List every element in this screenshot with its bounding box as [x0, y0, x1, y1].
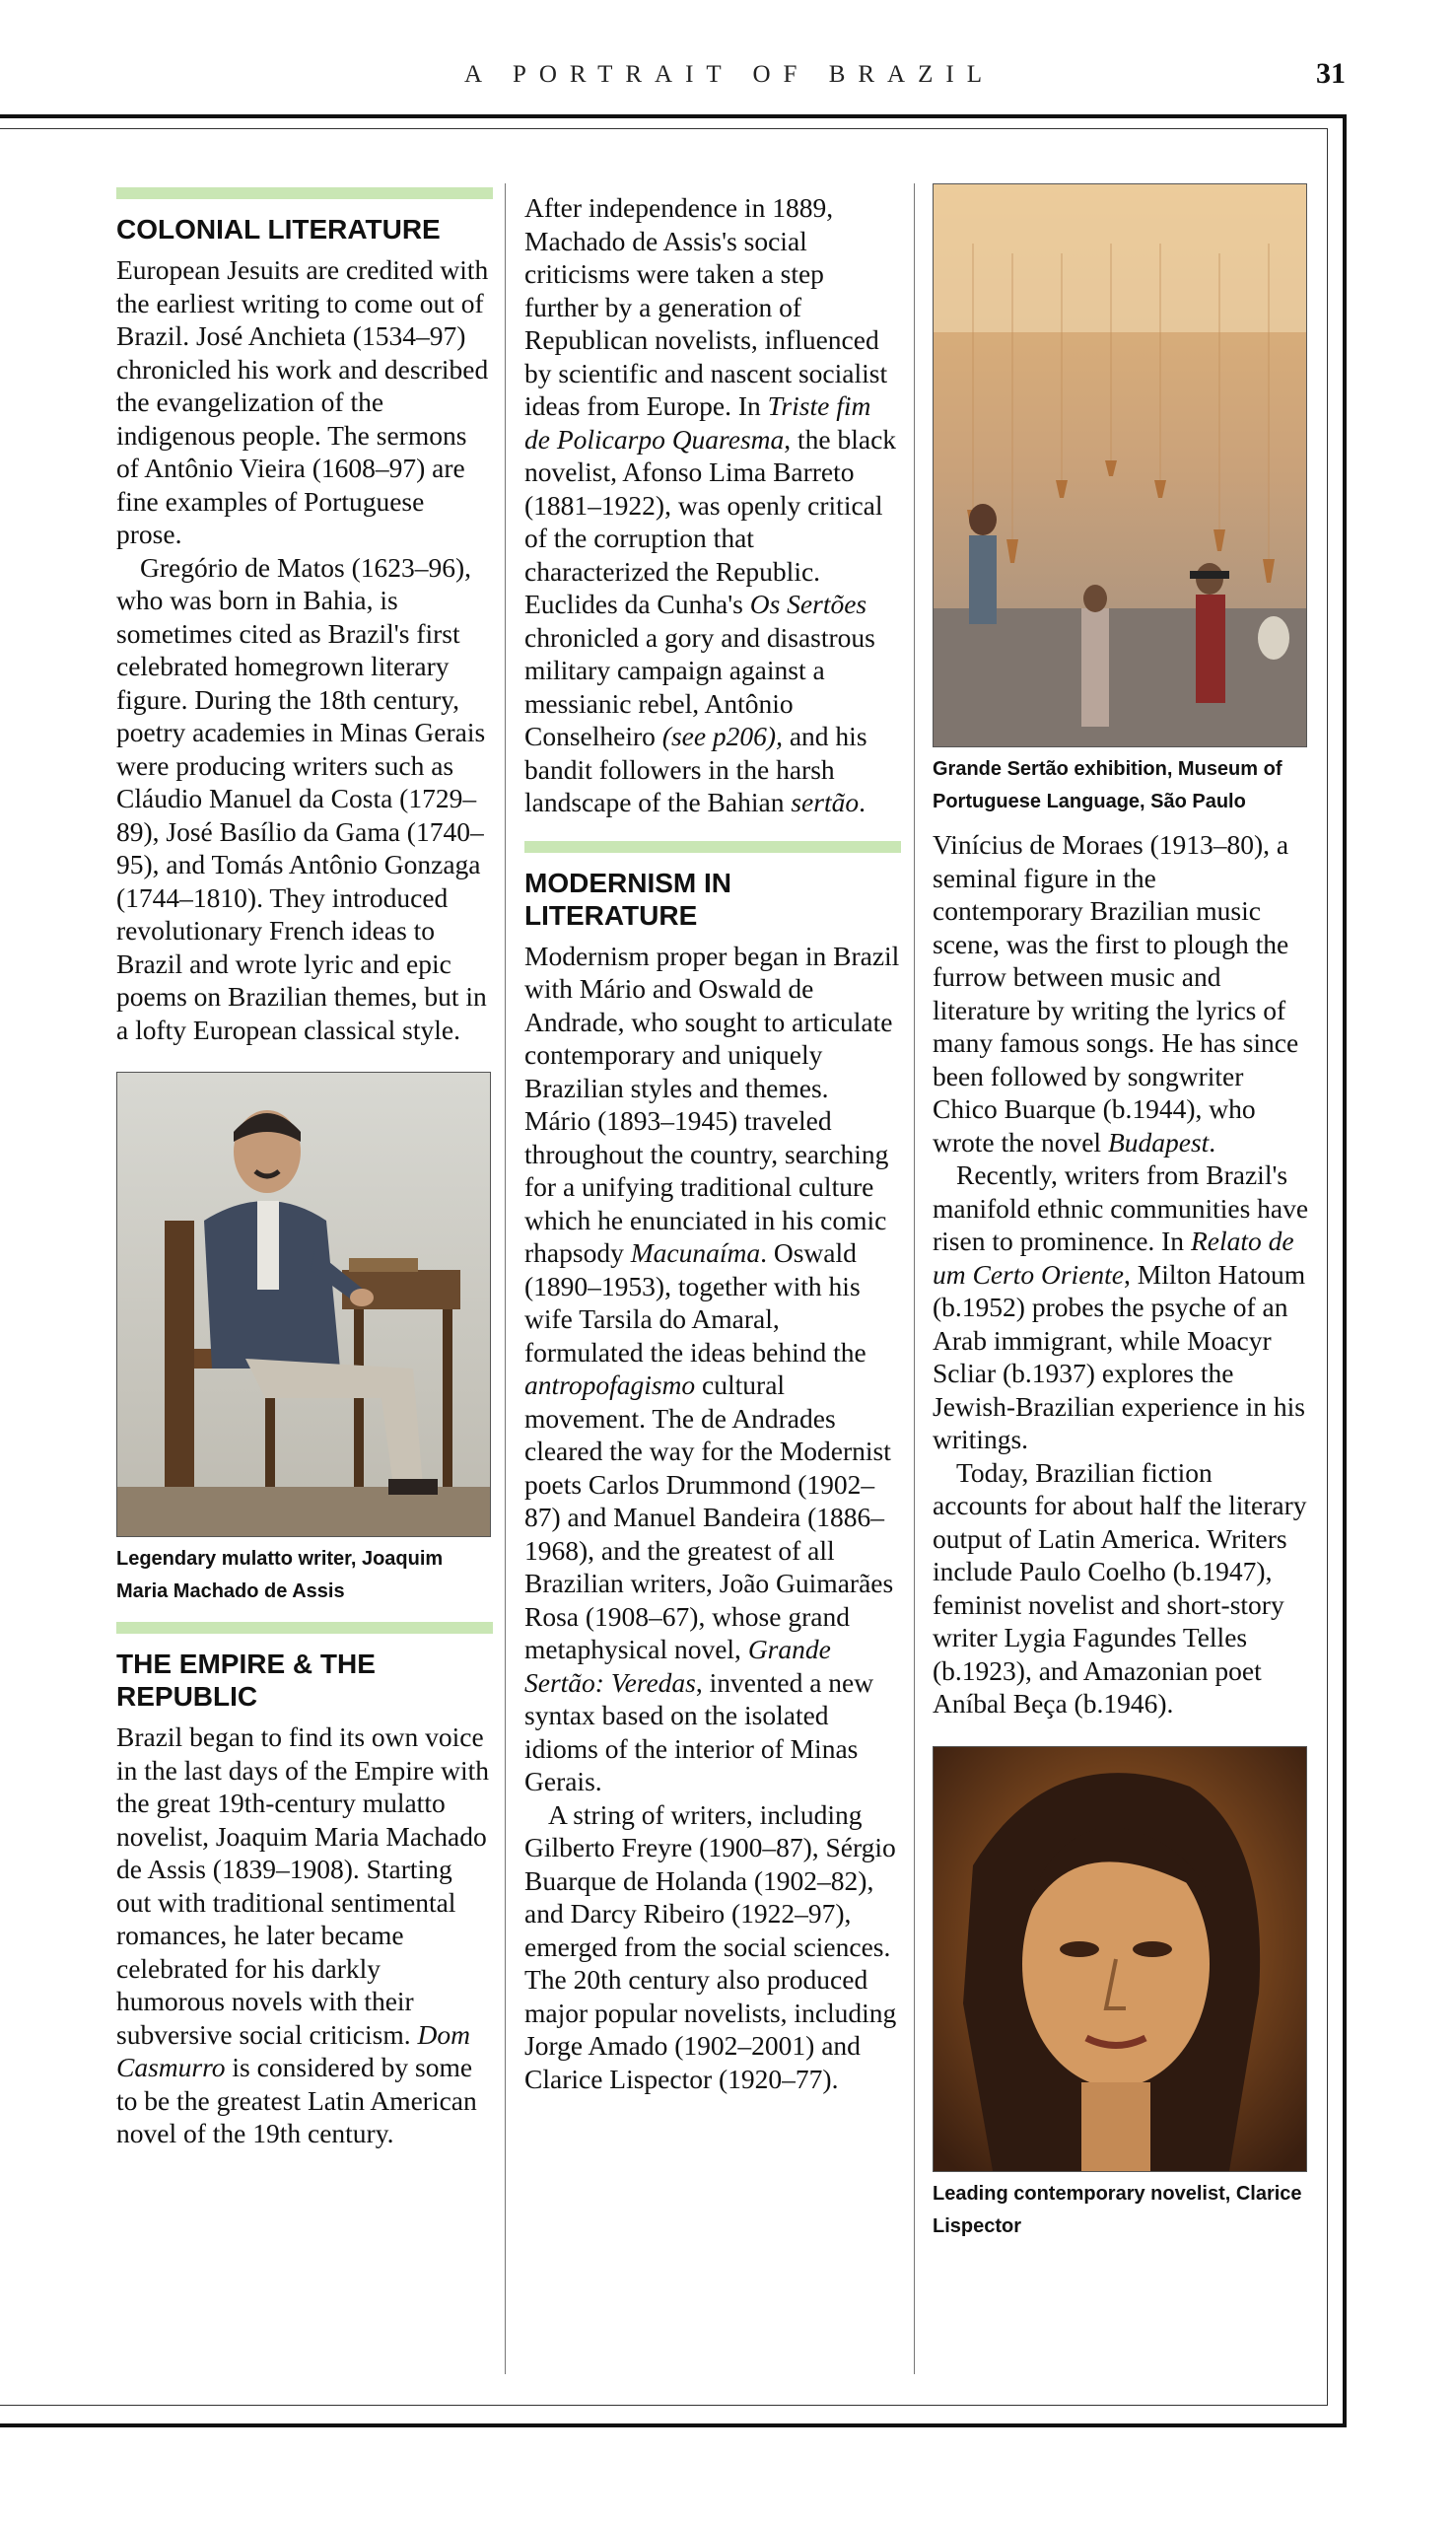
column-3: [933, 183, 1311, 2243]
paragraph: Brazil began to find its own voice in the last days of the Empire with the great 19th-century mulatto novelist, Joaquim Maria Machado de Assis (1839–1908). Starting out with traditional sentimental romances, he later became celebrated for his darkly humorous novels with their subversive social criticism. Dom Casmurro is considered by some to be the greatest Latin American novel of the 19th century.: [116, 1721, 490, 2148]
lispector-portrait-image: [934, 1747, 1306, 2171]
portrait-image: [117, 1073, 490, 1536]
heading-empire-republic: THE EMPIRE & THE REPUBLIC: [116, 1649, 376, 1712]
column-divider-1: [505, 183, 506, 2374]
heading-bar: [116, 1622, 493, 1634]
paragraph: Gregório de Matos (1623–96), who was born in Bahia, is sometimes cited as Brazil's first celebrated homegrown literary figure. During the 18th century, poetry academies in Minas Gerais were producing writers such as Cláudio Manuel da Costa (1729–89), José Basílio da Gama (1740–95), and Tomás Antônio Gonzaga (1744–1810). They introduced revolutionary French ideas to Brazil and wrote lyric and epic poems on Brazilian themes, but in a lofty European classical style.: [116, 551, 487, 1045]
heading-bar: [116, 187, 493, 199]
page-number: 31: [1316, 57, 1346, 90]
heading-colonial-literature: COLONIAL LITERATURE: [116, 214, 441, 245]
machado-de-assis-photo: [116, 1072, 491, 1537]
paragraph: Today, Brazilian fiction accounts for about half the literary output of Latin America. Writers include Paulo Coelho (b.1947), feminist novelist and short-story writer Lygia Fagundes Telles (b.1923), and Amazonian poet Aníbal Beça (b.1946).: [933, 1456, 1307, 1719]
paragraph: After independence in 1889, Machado de Assis's social criticisms were taken a step further by a generation of Republican novelists, influenced by scientific and nascent socialist ideas from Europe. In Triste fim de Policarpo Quaresma, the black novelist, Afonso Lima Barreto (1881–1922), was openly critical of the corruption that characterized the Republic. Euclides da Cunha's Os Sertões chronicled a gory and disastrous military campaign against a messianic rebel, Antônio Conselheiro (see p206), and his bandit followers in the harsh landscape of the Bahian sertão.: [524, 192, 897, 817]
grande-sertao-exhibition-photo: [933, 183, 1307, 747]
heading-modernism: MODERNISM IN LITERATURE: [524, 867, 731, 931]
running-title: A PORTRAIT OF BRAZIL: [464, 61, 995, 88]
photo-caption: Grande Sertão exhibition, Museum of Portuguese Language, São Paulo: [933, 758, 1283, 812]
paragraph: European Jesuits are credited with the earliest writing to come out of Brazil. José Anchieta (1534–97) chronicled his work and described the evangelization of the indigenous people. The sermons of Antônio Vieira (1608–97) are fine examples of Portuguese prose.: [116, 254, 489, 549]
paragraph: Modernism proper began in Brazil with Mário and Oswald de Andrade, who sought to articulate contemporary and uniquely Brazilian styles and themes. Mário (1893–1945) traveled throughout the country, searching for a unifying traditional culture which he enunciated in his comic rhapsody Macunaíma. Oswald (1890–1953), together with his wife Tarsila do Amaral, formulated the ideas behind the antropofagismo cultural movement. The de Andrades cleared the way for the Modernist poets Carlos Drummond (1902–87) and Manuel Bandeira (1886–1968), and the greatest of all Brazilian writers, João Guimarães Rosa (1908–67), whose grand metaphysical novel, Grande Sertão: Veredas, invented a new syntax based on the isolated idioms of the interior of Minas Gerais.: [524, 940, 900, 1796]
exhibition-image: [934, 184, 1306, 746]
paragraph: Vinícius de Moraes (1913–80), a seminal figure in the contemporary Brazilian music scene, was the first to plough the furrow between music and literature by writing the lyrics of many famous songs. He has since been followed by songwriter Chico Buarque (b.1944), who wrote the novel Budapest.: [933, 829, 1299, 1158]
photo-caption: Legendary mulatto writer, Joaquim Maria Machado de Assis: [116, 1548, 444, 1602]
paragraph: Recently, writers from Brazil's manifold ethnic communities have risen to prominence. In Relato de um Certo Oriente, Milton Hatoum (b.1952) probes the psyche of an Arab immigrant, while Moacyr Scliar (b.1937) explores the Jewish-Brazilian experience in his writings.: [933, 1159, 1309, 1454]
column-1: [116, 187, 493, 2150]
paragraph: A string of writers, including Gilberto Freyre (1900–87), Sérgio Buarque de Holanda (1902–82), and Darcy Ribeiro (1922–97), emerged from the social sciences. The 20th century also produced major popular novelists, including Jorge Amado (1902–2001) and Clarice Lispector (1920–77).: [524, 1798, 897, 2094]
heading-bar: [524, 841, 901, 853]
column-divider-2: [914, 183, 915, 2374]
clarice-lispector-photo: [933, 1746, 1307, 2172]
photo-caption: Leading contemporary novelist, Clarice Lispector: [933, 2182, 1302, 2237]
column-2: [524, 191, 901, 2095]
